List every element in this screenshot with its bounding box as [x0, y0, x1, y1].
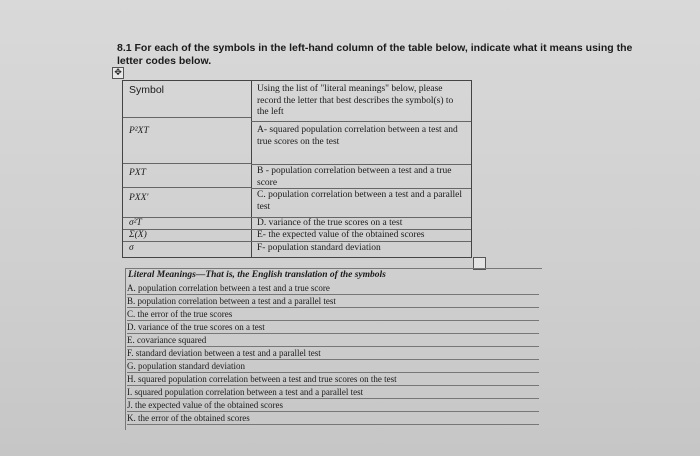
list-item: F. standard deviation between a test and a parallel test: [127, 348, 539, 360]
symbol-cell: PXX': [129, 193, 149, 203]
meaning-cell: E- the expected value of the obtained scores: [257, 230, 425, 240]
meaning-cell: B - population correlation between a test and a true score: [257, 166, 452, 188]
list-item: A. population correlation between a test and a true score: [127, 283, 539, 295]
header-instructions: Using the list of "literal meanings" below, please record the letter that best describes the symbol(s) to the left: [257, 84, 454, 117]
header-symbol: Symbol: [129, 84, 165, 96]
list-item: D. variance of the true scores on a test: [127, 322, 539, 334]
literal-meanings-title: Literal Meanings—That is, the English translation of the symbols: [128, 270, 386, 280]
row-divider: [123, 117, 251, 118]
list-item: E. covariance squared: [127, 335, 539, 347]
question-text: 8.1 For each of the symbols in the left-hand column of the table below, indicate what it means using the letter codes below.: [117, 42, 633, 67]
row-divider: [251, 164, 471, 165]
list-item: I. squared population correlation between a test and a parallel test: [127, 387, 539, 399]
move-handle-icon[interactable]: ✥: [112, 67, 124, 79]
meaning-cell: F- population standard deviation: [257, 243, 381, 253]
list-item: J. the expected value of the obtained scores: [127, 400, 539, 412]
symbol-cell: Σ(X): [129, 230, 147, 240]
column-divider: [251, 81, 252, 257]
symbol-cell: P²XT: [129, 126, 149, 136]
symbol-cell: σ: [129, 243, 134, 253]
list-item: C. the error of the true scores: [127, 309, 539, 321]
meaning-cell: A- squared population correlation between a test and true scores on the test: [257, 125, 458, 147]
list-item: B. population correlation between a test and a parallel test: [127, 296, 539, 308]
row-divider: [123, 187, 251, 188]
row-divider: [123, 163, 251, 164]
list-item: K. the error of the obtained scores: [127, 413, 539, 425]
list-item: G. population standard deviation: [127, 361, 539, 373]
meaning-cell: C. population correlation between a test and a parallel test: [257, 190, 462, 212]
symbol-table: [122, 80, 472, 258]
symbol-cell: σ²T: [129, 218, 142, 228]
symbol-cell: PXT: [129, 168, 146, 178]
row-divider: [251, 121, 471, 122]
row-divider: [123, 217, 251, 218]
meaning-cell: D. variance of the true scores on a test: [257, 218, 403, 228]
list-item: H. squared population correlation between a test and true scores on the test: [127, 374, 539, 386]
